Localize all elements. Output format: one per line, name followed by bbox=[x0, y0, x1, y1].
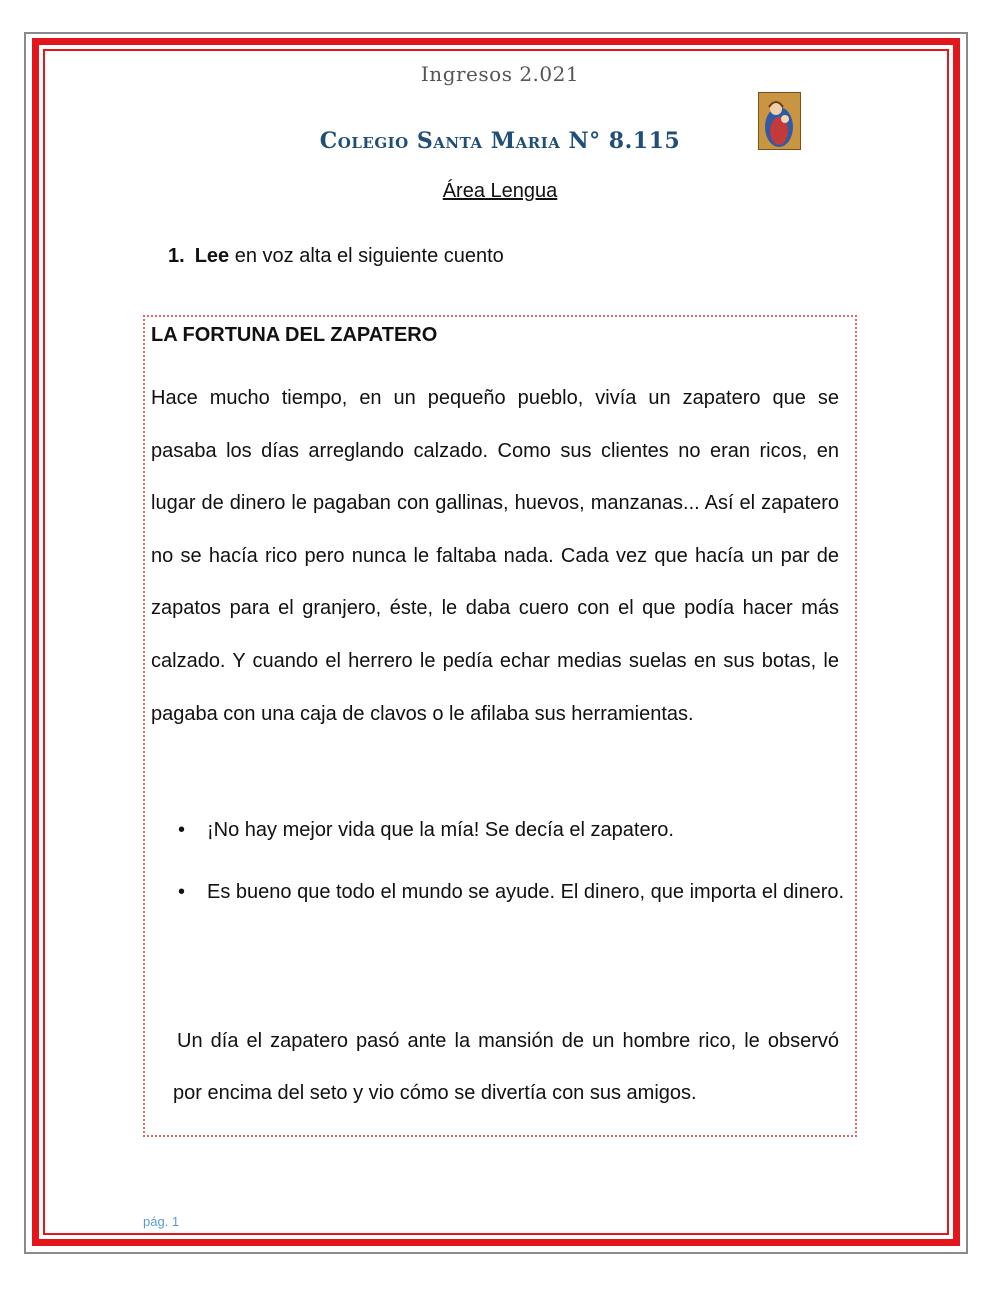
instruction-verb: Lee bbox=[194, 245, 230, 267]
virgin-and-child-image-icon bbox=[758, 92, 801, 150]
list-item bbox=[151, 866, 847, 918]
instruction-number: 1. bbox=[168, 245, 185, 267]
school-title: Colegio Santa Maria N° 8.115 bbox=[319, 128, 681, 154]
bullet-text: Es bueno que todo el mundo se ayude. El dinero, que importa el dinero. bbox=[207, 881, 845, 903]
instruction bbox=[168, 245, 504, 268]
story-title: LA FORTUNA DEL ZAPATERO bbox=[151, 324, 438, 346]
bullet-text: ¡No hay mejor vida que la mía! Se decía el zapatero. bbox=[207, 819, 674, 841]
story-bullets bbox=[151, 804, 847, 928]
subject-heading: Área Lengua bbox=[442, 180, 558, 202]
bullet-icon: • bbox=[178, 819, 186, 841]
bullet-icon: • bbox=[178, 881, 186, 903]
story-paragraph: Hace mucho tiempo, en un pequeño pueblo, vivía un zapatero que se pasaba los días arreglando calzado. Como sus clientes no eran ricos, en lugar de dinero le pagaban con gallinas, huevos, manzanas... Así el zapatero no se hacía rico pero nunca le faltaba nada. Cada vez que hacía un par de zapatos para el granjero, éste, le daba cuero con el que podía hacer más calzado. Y cuando el herrero le pedía echar medias suelas en sus botas, le pagaba con una caja de clavos o le afilaba sus herramientas. bbox=[151, 387, 839, 725]
story-closing-paragraph: Un día el zapatero pasó ante la mansión de un hombre rico, le observó por encima del seto y vio cómo se divertía con sus amigos. bbox=[173, 1030, 839, 1104]
list-item bbox=[151, 804, 847, 856]
page-number: pág. 1 bbox=[143, 1214, 180, 1229]
header-text: Ingresos 2.021 bbox=[420, 62, 580, 86]
instruction-text: en voz alta el siguiente cuento bbox=[234, 245, 504, 267]
